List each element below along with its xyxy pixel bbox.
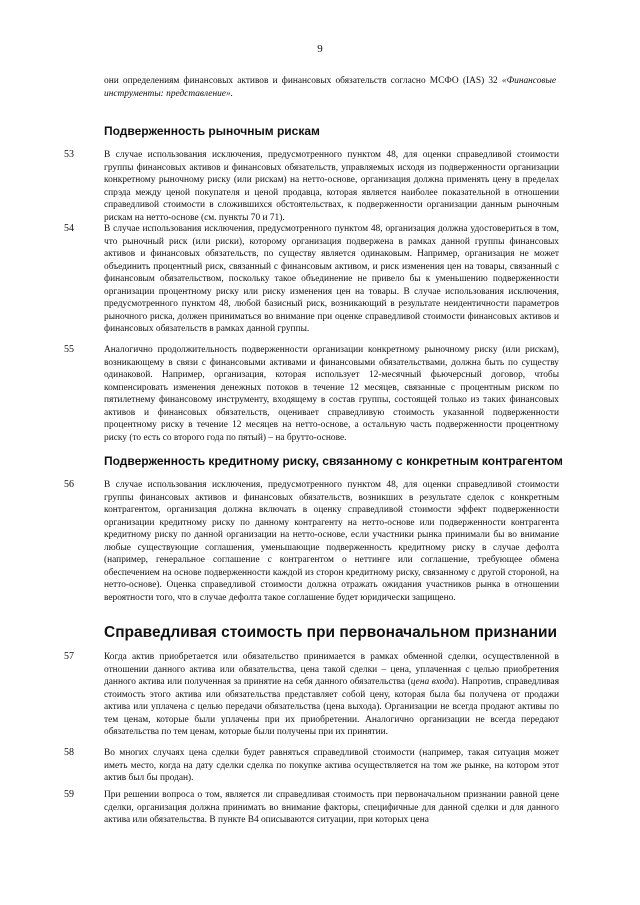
paragraph-number: 59: [64, 789, 74, 800]
paragraph-text: В случае использования исключения, предусмотренного пунктом 48, организация должна удостовериться в том, что рыночный риск (или риски), которому организация подвержена в рамках данной группы финансовых активов и финансовых обязательств, по существу является одинаковым. Например, организация не может объединить процентный риск, связанный с финансовым активом, и риск изменения цен на товары, связанный с финансовым обязательством, поскольку такое объединение не привело бы к уменьшению подверженности организации процентному риску или риску изменения цен на товары. В случае использования исключения, предусмотренного пунктом 48, любой базисный риск, возникающий в результате неидентичности параметров рыночного риска, должен приниматься во внимание при оценке справедливой стоимости финансовых активов и финансовых обязательств в рамках данной группы.: [104, 224, 559, 335]
paragraph-text-part: Когда актив приобретается или обязательство принимается в рамках обменной сделки, осуществленной в отношении данного актива или обязательства, цена такой сделки – цена, уплаченная с целью приобретения данного актива или полученная за принятие на себя данного обязательства (: [104, 652, 559, 688]
heading-initial-recognition: Справедливая стоимость при первоначальном признании: [104, 624, 558, 641]
paragraph-text-italic: цена входа: [410, 677, 454, 688]
paragraph-number: 57: [64, 651, 74, 662]
paragraph-number: 56: [64, 479, 74, 490]
paragraph-text-part: ). Напротив, справедливая стоимость этого актива или обязательства представляет собой цену, которая была бы получена от продажи актива или уплачена с целью передачи обязательства (цена выхода). Организации не всегда продают активы по тем ценам, которые были уплачены при их приобретении. Аналогично организации не всегда передают обязательства по тем ценам, которые были получены при их принятии.: [104, 677, 560, 738]
page-number: 9: [317, 43, 323, 55]
intro-text: они определениям финансовых активов и финансовых обязательств согласно МСФО (IAS) 32: [104, 76, 498, 86]
paragraph-number: 58: [64, 747, 74, 758]
paragraph-number: 55: [64, 344, 74, 355]
paragraph-text: При решении вопроса о том, является ли справедливая стоимость при первоначальном признании равной цене сделки, организация должна принимать во внимание факторы, специфичные для данной сделки и для данного актива или обязательства. В пункте B4 описываются ситуации, при которых цена: [104, 790, 559, 826]
paragraph-text: В случае использования исключения, предусмотренного пунктом 48, для оценки справедливой стоимости группы финансовых активов и финансовых обязательств, возникших в результате сделок с конкретным контрагентом, организация должна включать в оценку справедливой стоимости эффект подверженности организации кредитному риску по данному контрагенту на нетто-основе или подверженности контрагента кредитному риску по данной организации на нетто-основе, если участники рынка принимали бы во внимание любые существующие соглашения, уменьшающие подверженность кредитному риску в случае дефолта (например, генеральное соглашение с контрагентом о неттинге или соглашение, требующее обмена обеспечением на основе подверженности каждой из сторон кредитному риску, связанному с другой стороной, на нетто-основе). Оценка справедливой стоимости должна отражать ожидания участников рынка в отношении вероятности того, что в случае дефолта такое соглашение будет юридически защищено.: [104, 480, 559, 603]
intro-text-italic: «Финансовые инструменты: представление».: [104, 76, 557, 99]
paragraph-text: Аналогично продолжительность подверженности организации конкретному рыночному риску (или рискам), возникающему в связи с финансовыми активами и финансовыми обязательствами, должна быть по существу одинаковой. Например, организация, которая использует 12-месячный фьючерсный договор, чтобы компенсировать изменения денежных потоков в течение 12 месяцев, связанные с процентным риском по пятилетнему финансовому инструменту, входящему в состав группы, состоящей только из таких финансовых активов и финансовых обязательств, оценивает справедливую стоимость указанной подверженности процентному риску в течение 12 месяцев на нетто-основе, а остальную часть подверженности процентному риску (то есть со второго года по пятый) – на брутто-основе.: [104, 345, 559, 443]
paragraph-text: В случае использования исключения, предусмотренного пунктом 48, для оценки справедливой стоимости группы финансовых активов и финансовых обязательств, управляемых исходя из подверженности организации конкретному рыночному риску (или рискам) на нетто-основе, организация должна применять цену в пределах спрэда между ценой покупателя и ценой продавца, которая является наиболее показательной в отношении справедливой стоимости в сложившихся обстоятельствах, к подверженности организации данным рыночным рискам на нетто-основе (см. пункты 70 и 71).: [104, 150, 559, 223]
heading-market-risk: Подверженность рыночным рискам: [104, 124, 320, 138]
heading-credit-risk: Подверженность кредитному риску, связанному с конкретным контрагентом: [104, 454, 563, 468]
intro-paragraph: [104, 75, 556, 100]
paragraph-number: 53: [64, 149, 74, 160]
paragraph-number: 54: [64, 223, 74, 234]
paragraph-text: Во многих случаях цена сделки будет равняться справедливой стоимости (например, такая ситуация может иметь место, когда на дату сделки сделка по покупке актива осуществляется на том же рынке, на котором этот актив был бы продан).: [104, 748, 559, 784]
paragraph-text: [104, 651, 559, 739]
